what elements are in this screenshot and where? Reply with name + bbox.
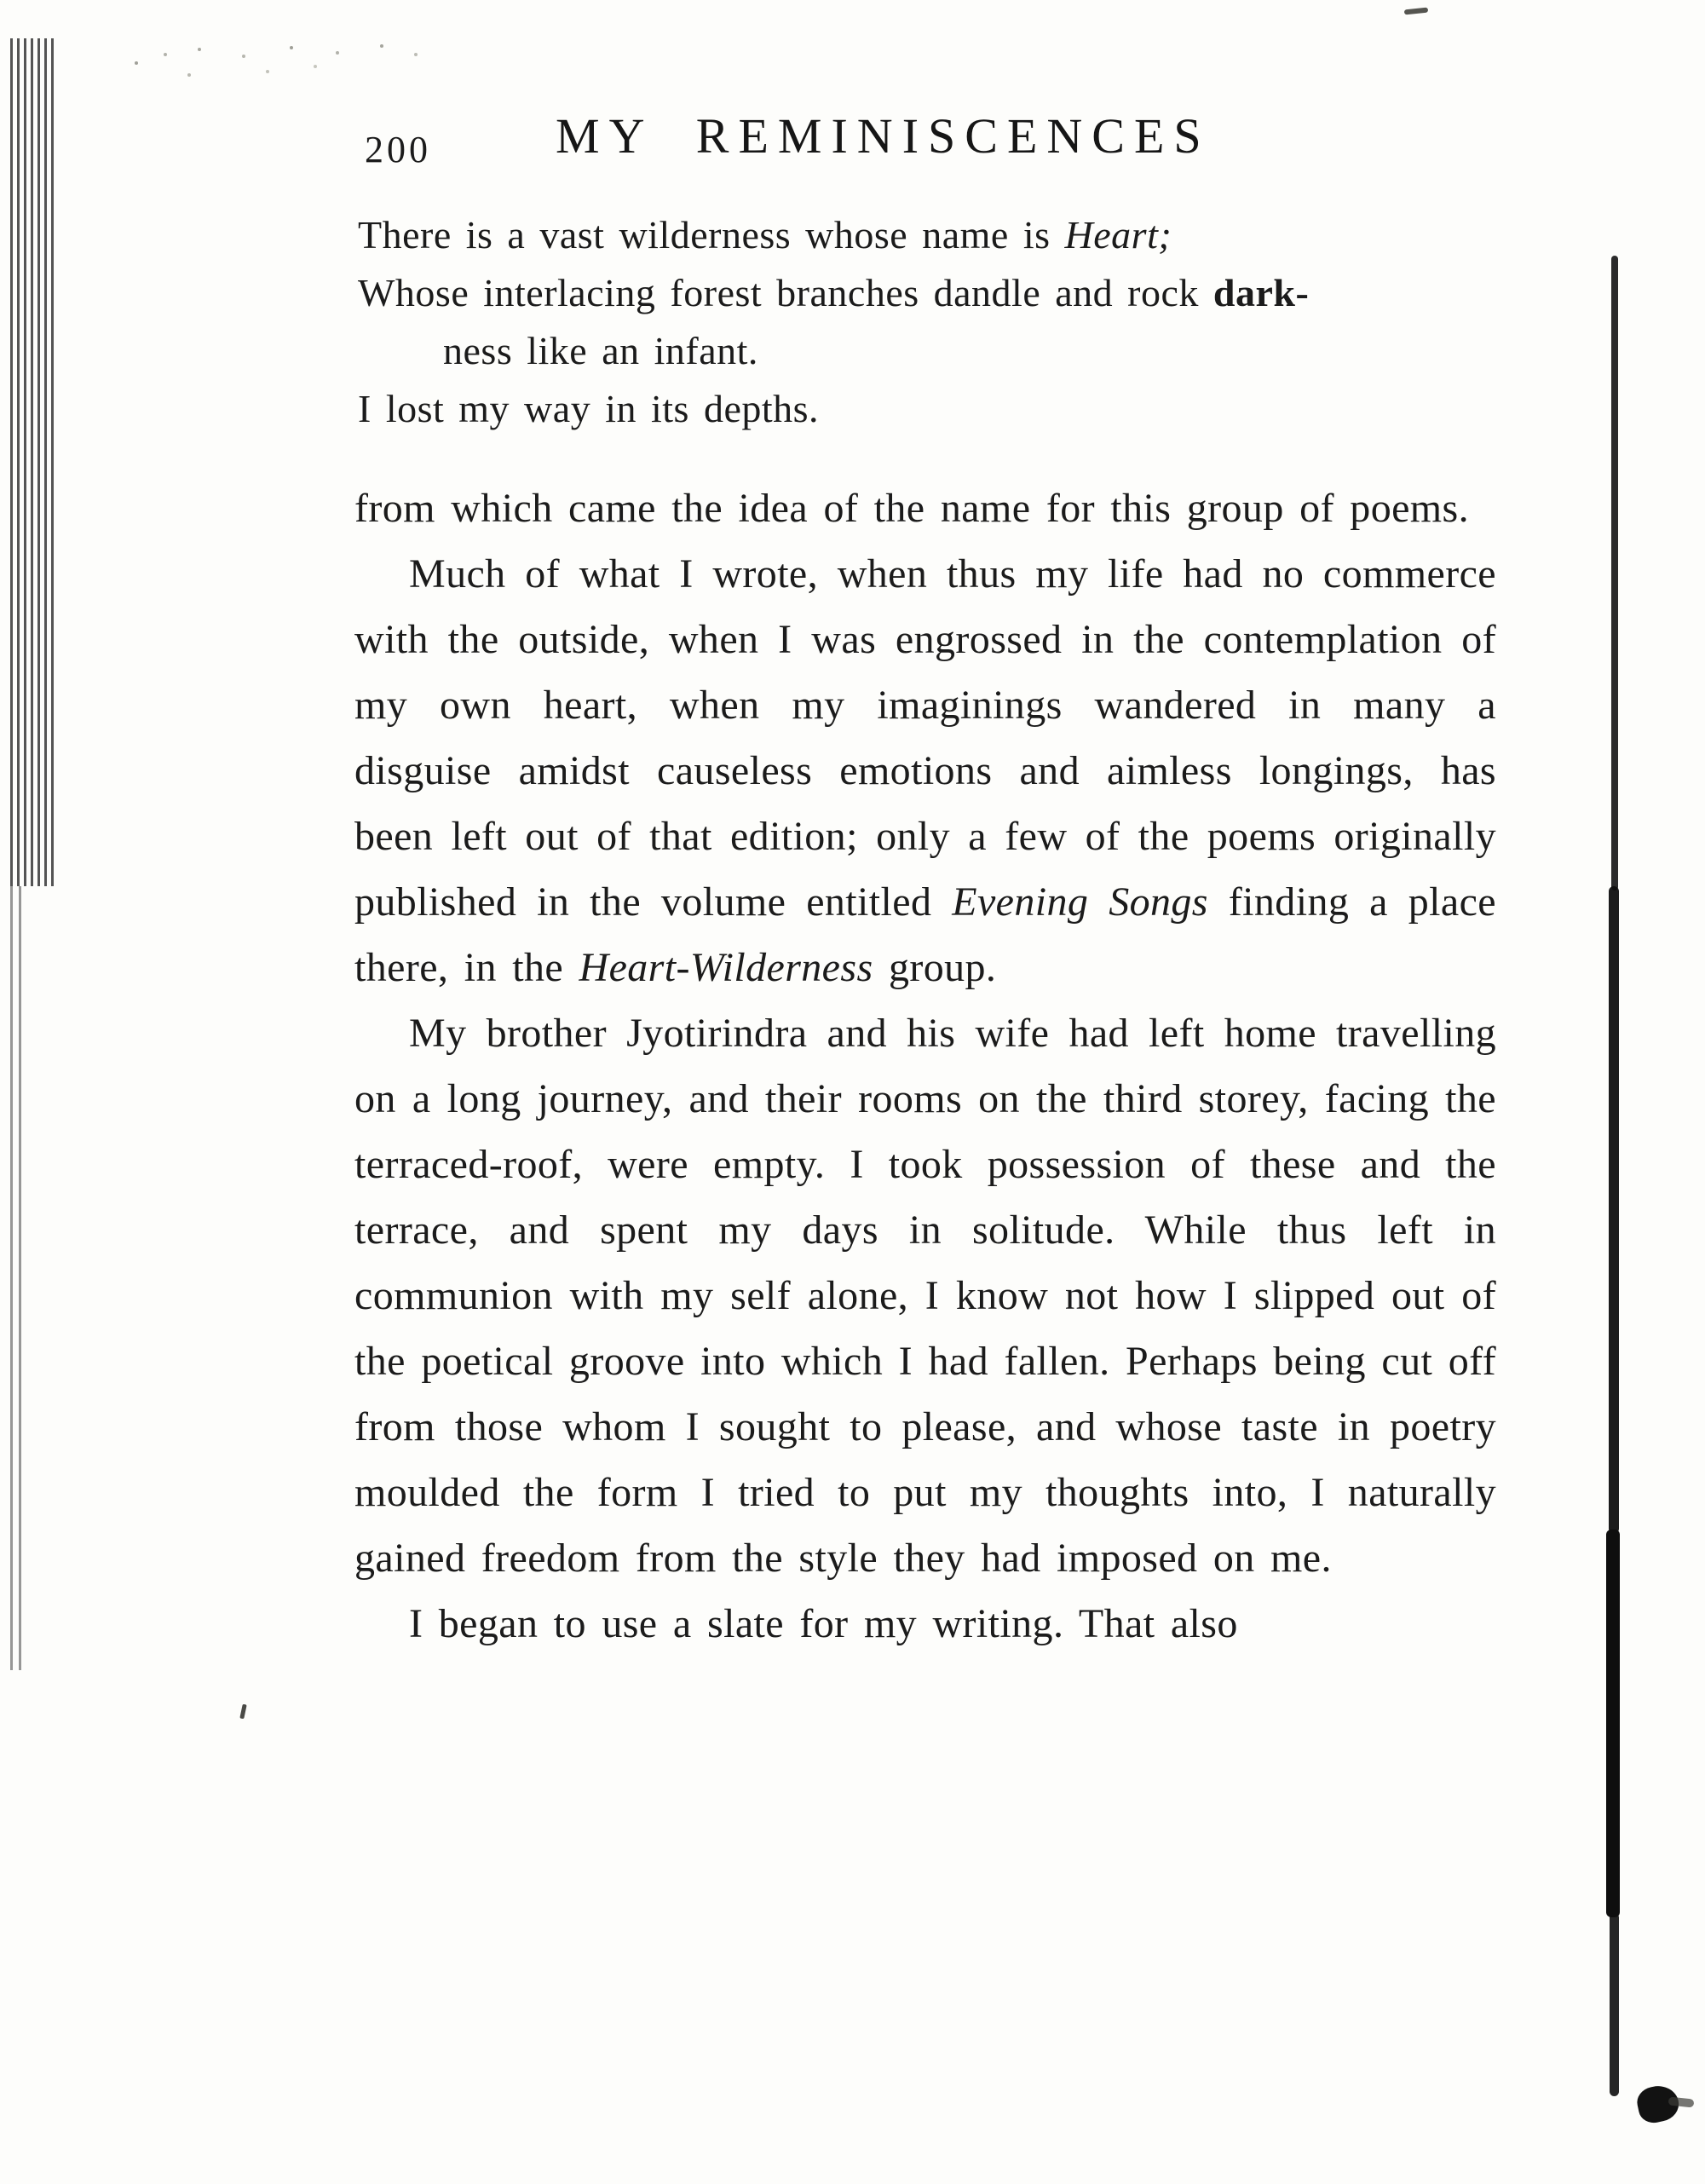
verse-text: I lost my way in its depths. [358, 387, 820, 430]
page-edge-streak-artifact [1611, 256, 1618, 890]
verse-line [358, 380, 1568, 438]
paragraph [354, 541, 1496, 1000]
stray-mark-artifact [239, 1704, 246, 1720]
paragraph-text: Much of what I wrote, when thus my life had no commerce with the outside, when I was engrossed in the contemplation of my own heart, when my imaginings wandered in many a disguise amidst causeless emotions and aimless longings, has been left out of that edition; only a few of the poems originally published in the volume entitled [354, 551, 1496, 925]
verse-block [358, 206, 1568, 438]
page-edge-streak-artifact [1610, 1913, 1619, 2096]
scan-speck-artifact [1404, 8, 1428, 15]
binding-stripes-artifact [10, 38, 58, 886]
page-edge-streak-artifact [1606, 1530, 1620, 1917]
verse-text: ness like an infant. [443, 329, 758, 372]
page-edge-streak-artifact [1609, 886, 1619, 1534]
verse-line [358, 206, 1568, 264]
scan-speckles-artifact [135, 61, 138, 65]
verse-text: There is a vast wilderness whose name is [358, 213, 1065, 256]
verse-bold-word: dark- [1213, 271, 1310, 314]
verse-italic-word: Heart; [1064, 213, 1172, 256]
paragraph: I began to use a slate for my writing. That also [409, 1601, 1238, 1646]
verse-text: Whose interlacing forest branches dandle and rock [358, 271, 1213, 314]
page-number: 200 [365, 129, 431, 170]
book-title-italic: Evening Songs [952, 879, 1208, 925]
paragraph: from which came the idea of the name for this group of poems. [354, 486, 1470, 531]
paragraph-text: finding a place there, in the [354, 879, 1496, 990]
page-body [354, 475, 1496, 1657]
page-title: MY REMINISCENCES [556, 108, 1211, 164]
verse-line [358, 264, 1568, 322]
paragraph-text: group. [873, 945, 997, 990]
paragraph: My brother Jyotirindra and his wife had left home travelling on a long journey, and their rooms on the third storey, facing the terraced-roof, were empty. I took possession of these and the terrace, and spent my days in solitude. While thus left in communion with my self alone, I know not how I slipped out of the poetical groove into which I had fallen. Perhaps being cut off from those whom I sought to please, and whose taste in poetry moulded the form I tried to put my thoughts into, I naturally gained freedom from the style they had imposed on me. [354, 1011, 1496, 1581]
binding-stripes-faint-artifact [10, 886, 26, 1670]
verse-line-continuation [358, 322, 1568, 380]
group-title-italic: Heart-Wilderness [579, 945, 873, 990]
